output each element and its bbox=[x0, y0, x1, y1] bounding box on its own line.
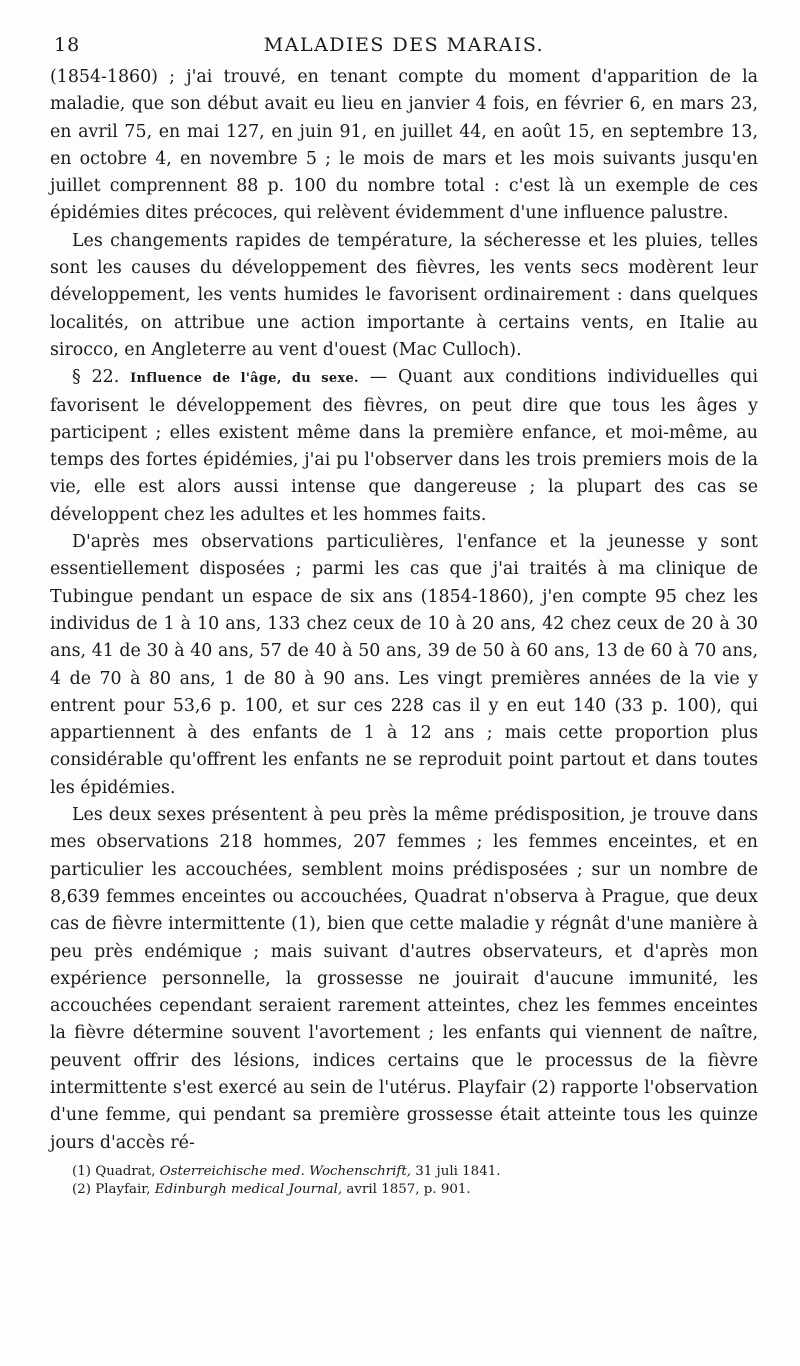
footnote-1-source: Osterreichische med. Wochenschrift, bbox=[159, 1163, 411, 1179]
footnote-2 bbox=[72, 1181, 758, 1199]
footnote-2-author: (2) Playfair, bbox=[72, 1181, 151, 1197]
paragraph-1: (1854-1860) ; j'ai trouvé, en tenant compte du moment d'apparition de la maladie, que son début avait eu lieu en janvier 4 fois, en février 6, en mars 23, en avril 75, en mai 127, en juin 91, en juillet 44, en août 15, en septembre 13, en octobre 4, en novembre 5 ; le mois de mars et les mois suivants jusqu'en juillet comprennent 88 p. 100 du nombre total : c'est là un exemple de ces épidémies dites précoces, qui relèvent évidemment d'une influence palustre. bbox=[50, 67, 758, 224]
section-number: § 22. bbox=[72, 367, 120, 388]
section-heading: Influence de l'âge, du sexe. bbox=[130, 371, 359, 387]
page-number: 18 bbox=[54, 34, 81, 56]
paragraph-5: Les deux sexes présentent à peu près la même prédisposition, je trouve dans mes observations 218 hommes, 207 femmes ; les femmes enceintes, et en particulier les accouchées, semblent moins prédisposées ; sur un nombre de 8,639 femmes enceintes ou accouchées, Quadrat n'observa à Prague, que deux cas de fièvre intermittente (1), bien que cette maladie y régnât d'une manière à peu près endémique ; mais suivant d'autres observateurs, et d'après mon expérience personnelle, la grossesse ne jouirait d'aucune immunité, les accouchées cependant seraient rarement atteintes, chez les femmes enceintes la fièvre détermine souvent l'avortement ; les enfants qui viennent de naître, peuvent offrir des lésions, indices certains que le processus de la fièvre intermittente s'est exercé au sein de l'utérus. Playfair (2) rapporte l'observation d'une femme, qui pendant sa première grossesse était atteinte tous les quinze jours d'accès ré- bbox=[50, 805, 758, 1153]
body-text bbox=[50, 64, 758, 1157]
footnote-2-date: avril 1857, p. 901. bbox=[346, 1181, 471, 1197]
paragraph-4: D'après mes observations particulières, l'enfance et la jeunesse y sont essentiellement disposées ; parmi les cas que j'ai traités à ma clinique de Tubingue pendant un espace de six ans (1854-1860), j'en compte 95 chez les individus de 1 à 10 ans, 133 chez ceux de 10 à 20 ans, 42 chez ceux de 20 à 30 ans, 41 de 30 à 40 ans, 57 de 40 à 50 ans, 39 de 50 à 60 ans, 13 de 60 à 70 ans, 4 de 70 à 80 ans, 1 de 80 à 90 ans. Les vingt premières années de la vie y entrent pour 53,6 p. 100, et sur ces 228 cas il y en eut 140 (33 p. 100), qui appartiennent à des enfants de 1 à 12 ans ; mais cette proportion plus considérable qu'offrent les enfants ne se reproduit point partout et dans toutes les épidémies. bbox=[50, 532, 758, 798]
footnote-1-date: 31 juli 1841. bbox=[415, 1163, 501, 1179]
footnotes bbox=[50, 1163, 758, 1199]
running-header bbox=[50, 28, 758, 58]
footnote-1-author: (1) Quadrat, bbox=[72, 1163, 156, 1179]
paragraph-3 bbox=[50, 364, 758, 529]
paragraph-3-text: — Quant aux conditions individuelles qui favorisent le développement des fièvres, on peut dire que tous les âges y participent ; elles existent même dans la première enfance, et moi-même, au temps des fortes épidémies, j'ai pu l'observer dans les trois premiers mois de la vie, elle est alors aussi intense que dangereuse ; la plupart des cas se développent chez les adultes et les hommes faits. bbox=[50, 367, 759, 525]
footnote-1 bbox=[72, 1163, 758, 1181]
paragraph-2: Les changements rapides de température, la sécheresse et les pluies, telles sont les causes du développement des fièvres, les vents secs modèrent leur développement, les vents humides le favorisent ordinairement : dans quelques localités, on attribue une action importante à certains vents, en Italie au sirocco, en Angleterre au vent d'ouest (Mac Culloch). bbox=[50, 230, 758, 360]
running-title: MALADIES DES MARAIS. bbox=[263, 34, 545, 56]
footnote-2-source: Edinburgh medical Journal, bbox=[154, 1181, 343, 1197]
